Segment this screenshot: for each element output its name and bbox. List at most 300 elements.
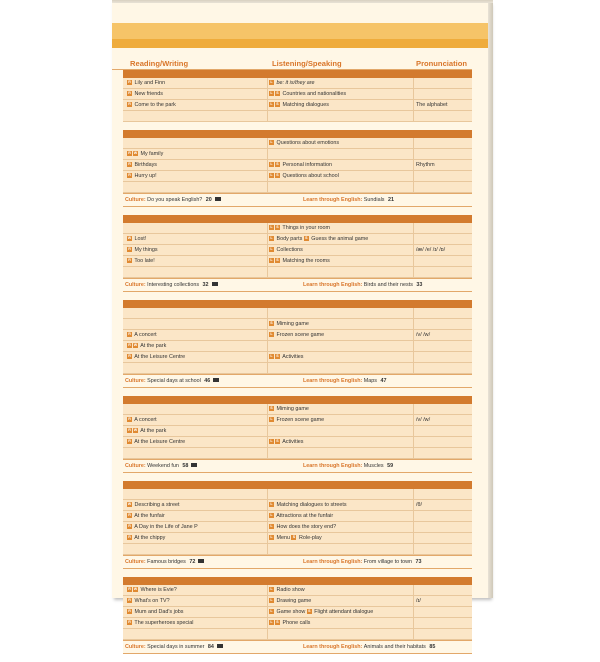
reading-icon: R — [128, 439, 131, 443]
reading-writing-cell — [127, 160, 267, 170]
listening-icon: L — [270, 354, 273, 358]
table-row — [123, 533, 472, 544]
listening-icon: L — [270, 162, 273, 166]
reading-writing-cell — [127, 319, 267, 329]
speaking-icon: S — [308, 609, 311, 613]
learn-title: Sundials — [363, 197, 385, 203]
unit-footer — [123, 640, 472, 654]
listening-icon: L — [270, 439, 273, 443]
pronunciation-cell — [416, 138, 470, 148]
video-icon — [191, 463, 197, 467]
culture-reference — [125, 460, 197, 472]
reading-writing-cell — [127, 607, 267, 617]
unit-rows — [123, 404, 472, 459]
column-divider — [413, 78, 414, 88]
table-row — [123, 489, 472, 500]
learn-title: Muscles — [363, 463, 384, 469]
listening-icon: L — [270, 513, 273, 517]
pronunciation-cell — [416, 489, 470, 499]
pronunciation-cell — [416, 352, 470, 362]
table-row — [123, 437, 472, 448]
column-divider — [413, 596, 414, 606]
learn-reference — [303, 375, 386, 387]
column-divider — [267, 404, 268, 414]
table-row — [123, 78, 472, 89]
table-row — [123, 149, 472, 160]
listening-icon: L — [270, 91, 273, 95]
column-divider — [413, 267, 414, 277]
unit-block — [123, 300, 472, 388]
column-divider — [413, 171, 414, 181]
table-row — [123, 629, 472, 640]
reading-writing-cell — [127, 448, 267, 458]
reading-icon: R — [128, 247, 131, 251]
listening-speaking-cell — [269, 618, 413, 628]
reading-writing-cell — [127, 629, 267, 639]
pronunciation-cell — [416, 319, 470, 329]
column-divider — [413, 607, 414, 617]
activity-text: be: it is/they are — [275, 80, 315, 86]
listening-icon: L — [270, 225, 273, 229]
activity-text: Activities — [281, 439, 304, 445]
speaking-icon: S — [276, 173, 279, 177]
reading-icon: R — [128, 102, 131, 106]
learn-label: Learn through English: — [303, 282, 364, 288]
column-divider — [267, 182, 268, 192]
activity-text: Too late! — [133, 258, 155, 264]
activity-text: My family — [139, 151, 164, 157]
pronunciation-cell — [416, 267, 470, 277]
learn-label: Learn through English: — [303, 463, 364, 469]
learn-page: 33 — [414, 282, 423, 288]
listening-speaking-cell — [269, 511, 413, 521]
pronunciation-cell: /v/ /w/ — [416, 417, 431, 423]
learn-reference — [303, 279, 422, 291]
column-divider — [413, 341, 414, 351]
video-icon — [198, 559, 204, 563]
reading-icon: R — [128, 609, 131, 613]
learn-reference — [303, 194, 394, 206]
table-row — [123, 544, 472, 555]
learn-title: From village to town — [363, 559, 413, 565]
pronunciation-cell — [416, 448, 470, 458]
unit-block — [123, 481, 472, 569]
unit-gap — [123, 473, 472, 481]
activity-text: At the Leisure Centre — [133, 439, 186, 445]
culture-label: Culture: — [125, 463, 148, 469]
column-divider — [413, 629, 414, 639]
listening-icon: L — [270, 140, 273, 144]
learn-title: Animals and their habitats — [363, 644, 426, 650]
column-divider — [267, 319, 268, 329]
listening-speaking-cell — [269, 596, 413, 606]
pronunciation-cell — [416, 171, 470, 181]
writing-icon: W — [133, 343, 138, 347]
listening-speaking-cell — [269, 308, 413, 318]
unit-rows — [123, 223, 472, 278]
column-divider — [413, 415, 414, 425]
activity-text: Drawing game — [275, 598, 312, 604]
activity-text: Flight attendant dialogue — [312, 609, 374, 615]
learn-title: Birds and their nests — [363, 282, 413, 288]
column-divider — [267, 522, 268, 532]
learn-page: 47 — [378, 378, 387, 384]
activity-text: A Day in the Life of Jane P — [133, 524, 198, 530]
column-divider — [413, 234, 414, 244]
culture-page: 58 — [180, 463, 189, 469]
table-row — [123, 363, 472, 374]
unit-footer — [123, 374, 472, 388]
table-row — [123, 426, 472, 437]
listening-icon: L — [270, 332, 273, 336]
reading-writing-cell — [127, 138, 267, 148]
column-divider — [267, 267, 268, 277]
column-divider — [267, 308, 268, 318]
pronunciation-cell: /θ/ — [416, 502, 422, 508]
pronunciation-cell: The alphabet — [416, 102, 448, 108]
pronunciation-cell: /v/ /w/ — [416, 332, 431, 338]
column-divider — [413, 426, 414, 436]
listening-speaking-cell — [269, 330, 413, 340]
activity-text: Lost! — [133, 236, 147, 242]
activity-text: At the funfair — [133, 513, 165, 519]
culture-label: Culture: — [125, 197, 148, 203]
activity-text: New friends — [133, 91, 163, 97]
learn-reference — [303, 460, 393, 472]
column-divider — [267, 111, 268, 121]
learn-label: Learn through English: — [303, 378, 364, 384]
column-divider — [267, 533, 268, 543]
column-divider — [413, 138, 414, 148]
listening-speaking-cell — [269, 500, 413, 510]
speaking-icon: S — [305, 236, 308, 240]
learn-page: 85 — [427, 644, 436, 650]
book-page — [112, 3, 490, 650]
listening-speaking-cell — [269, 160, 413, 170]
listening-speaking-cell — [269, 89, 413, 99]
reading-writing-cell — [127, 522, 267, 532]
unit-rows — [123, 489, 472, 555]
activity-text: A concert — [133, 332, 157, 338]
reading-icon: R — [128, 91, 131, 95]
column-divider — [267, 341, 268, 351]
pronunciation-cell — [416, 149, 470, 159]
pronunciation-cell — [416, 234, 470, 244]
column-divider — [413, 352, 414, 362]
column-divider — [413, 330, 414, 340]
pronunciation-cell — [416, 111, 470, 121]
reading-writing-cell — [127, 223, 267, 233]
reading-writing-cell — [127, 341, 267, 351]
speaking-icon: S — [276, 225, 279, 229]
column-divider — [413, 544, 414, 554]
column-divider — [413, 111, 414, 121]
column-divider — [267, 629, 268, 639]
culture-reference — [125, 641, 223, 653]
pronunciation-cell — [416, 585, 470, 595]
activity-text: Things in your room — [281, 225, 331, 231]
column-divider — [267, 234, 268, 244]
activity-text: At the chippy — [133, 535, 166, 541]
listening-icon: L — [270, 236, 273, 240]
activity-text: Mum and Dad's jobs — [133, 609, 184, 615]
speaking-icon: S — [276, 354, 279, 358]
activity-text: A concert — [133, 417, 157, 423]
listening-icon: L — [270, 535, 273, 539]
table-row — [123, 341, 472, 352]
reading-writing-cell — [127, 544, 267, 554]
listening-speaking-cell — [269, 437, 413, 447]
column-divider — [413, 149, 414, 159]
table-row — [123, 330, 472, 341]
table-row — [123, 308, 472, 319]
listening-speaking-cell — [269, 149, 413, 159]
column-divider — [267, 437, 268, 447]
column-divider — [267, 544, 268, 554]
column-divider — [413, 489, 414, 499]
reading-writing-cell — [127, 234, 267, 244]
table-row — [123, 182, 472, 193]
unit-rows — [123, 138, 472, 193]
table-row — [123, 319, 472, 330]
writing-icon: W — [127, 502, 132, 506]
speaking-icon: S — [276, 102, 279, 106]
unit-header-bar — [123, 481, 472, 489]
activity-text: Questions about emotions — [275, 140, 340, 146]
activity-text: Lily and Finn — [133, 80, 166, 86]
pronunciation-cell — [416, 341, 470, 351]
speaking-icon: S — [276, 162, 279, 166]
listening-speaking-cell — [269, 341, 413, 351]
reading-writing-cell — [127, 415, 267, 425]
header-band-dark — [112, 39, 490, 48]
culture-reference — [125, 279, 218, 291]
learn-reference — [303, 556, 422, 568]
culture-page: 72 — [187, 559, 196, 565]
writing-icon: W — [127, 236, 132, 240]
listening-icon: L — [270, 524, 273, 528]
table-row — [123, 89, 472, 100]
column-divider — [267, 171, 268, 181]
culture-label: Culture: — [125, 644, 148, 650]
pronunciation-cell — [416, 437, 470, 447]
listening-speaking-cell — [269, 223, 413, 233]
activity-text: Come to the park — [133, 102, 176, 108]
column-divider — [413, 404, 414, 414]
activity-text: Describing a street — [133, 502, 180, 508]
activity-text: Miming game — [275, 321, 309, 327]
column-divider — [267, 256, 268, 266]
pronunciation-cell — [416, 404, 470, 414]
culture-title: Weekend fun — [147, 463, 179, 469]
unit-header-bar — [123, 577, 472, 585]
listening-icon: L — [270, 598, 273, 602]
activity-text: Matching dialogues to streets — [275, 502, 347, 508]
listening-icon: L — [270, 502, 273, 506]
listening-speaking-cell — [269, 544, 413, 554]
listening-speaking-cell — [269, 171, 413, 181]
activity-text: Where is Evie? — [139, 587, 177, 593]
listening-speaking-cell — [269, 267, 413, 277]
listening-icon: L — [270, 417, 273, 421]
column-divider — [267, 223, 268, 233]
pronunciation-cell — [416, 618, 470, 628]
listening-speaking-cell — [269, 415, 413, 425]
activity-text: Game show — [275, 609, 306, 615]
culture-reference — [125, 556, 204, 568]
culture-title: Special days at school — [147, 378, 201, 384]
table-row — [123, 404, 472, 415]
learn-page: 73 — [414, 559, 422, 565]
table-row — [123, 245, 472, 256]
video-icon — [215, 197, 221, 201]
page-right-edge — [488, 3, 493, 598]
listening-speaking-cell — [269, 100, 413, 110]
reading-writing-cell — [127, 363, 267, 373]
reading-writing-cell — [127, 489, 267, 499]
column-divider — [267, 500, 268, 510]
table-row — [123, 607, 472, 618]
column-divider — [267, 100, 268, 110]
activity-text: Hurry up! — [133, 173, 157, 179]
pronunciation-cell — [416, 308, 470, 318]
video-icon — [217, 644, 223, 648]
listening-speaking-cell — [269, 522, 413, 532]
pronunciation-cell — [416, 363, 470, 373]
speaking-icon: S — [276, 258, 279, 262]
speaking-icon: S — [292, 535, 296, 539]
table-row — [123, 111, 472, 122]
table-row — [123, 256, 472, 267]
reading-icon: R — [128, 162, 131, 166]
reading-icon: R — [128, 535, 131, 539]
culture-page: 20 — [204, 197, 212, 203]
listening-speaking-cell — [269, 489, 413, 499]
table-row — [123, 160, 472, 171]
reading-icon: R — [128, 258, 131, 262]
listening-icon: L — [270, 80, 273, 84]
unit-header-bar — [123, 300, 472, 308]
unit-gap — [123, 388, 472, 396]
listening-icon: L — [270, 102, 273, 106]
culture-label: Culture: — [125, 559, 148, 565]
activity-text: At the park — [139, 343, 167, 349]
column-divider — [267, 596, 268, 606]
unit-block — [123, 70, 472, 122]
writing-icon: W — [133, 151, 138, 155]
activity-text: What's on TV? — [133, 598, 170, 604]
table-row — [123, 585, 472, 596]
unit-header-bar — [123, 215, 472, 223]
activity-text: At the Leisure Centre — [133, 354, 186, 360]
activity-text: Countries and nationalities — [281, 91, 347, 97]
culture-title: Interesting collections — [147, 282, 200, 288]
column-divider — [413, 160, 414, 170]
column-divider — [267, 330, 268, 340]
reading-writing-cell — [127, 596, 267, 606]
header-band-light — [112, 23, 490, 39]
pronunciation-cell: Rhythm — [416, 162, 435, 168]
listening-speaking-cell — [269, 607, 413, 617]
activity-text: Role-play — [297, 535, 322, 541]
activity-text: The superheroes special — [133, 620, 194, 626]
reading-icon: R — [128, 417, 131, 421]
table-row — [123, 522, 472, 533]
column-divider — [413, 245, 414, 255]
column-divider — [413, 308, 414, 318]
speaking-icon: S — [276, 439, 279, 443]
column-divider — [267, 138, 268, 148]
culture-page: 46 — [202, 378, 211, 384]
reading-writing-cell — [127, 330, 267, 340]
column-divider — [267, 448, 268, 458]
culture-page: 84 — [206, 644, 214, 650]
unit-header-bar — [123, 130, 472, 138]
listening-speaking-cell — [269, 111, 413, 121]
culture-page: 32 — [201, 282, 209, 288]
table-row — [123, 352, 472, 363]
unit-rows — [123, 308, 472, 374]
syllabus-table — [123, 70, 472, 662]
table-row — [123, 223, 472, 234]
speaking-icon: S — [270, 406, 273, 410]
listening-speaking-cell — [269, 533, 413, 543]
table-row — [123, 618, 472, 629]
activity-text: How does the story end? — [275, 524, 337, 530]
learn-label: Learn through English: — [303, 644, 364, 650]
column-divider — [267, 352, 268, 362]
reading-icon: R — [128, 354, 131, 358]
column-divider — [267, 618, 268, 628]
listening-icon: L — [270, 258, 273, 262]
header-pronunciation: Pronunciation — [416, 59, 468, 68]
unit-header-bar — [123, 70, 472, 78]
column-divider — [267, 149, 268, 159]
table-row — [123, 448, 472, 459]
pronunciation-cell — [416, 511, 470, 521]
unit-block — [123, 396, 472, 473]
listening-speaking-cell — [269, 448, 413, 458]
unit-gap — [123, 122, 472, 130]
pronunciation-cell — [416, 89, 470, 99]
video-icon — [212, 282, 218, 286]
unit-footer — [123, 459, 472, 473]
writing-icon: W — [133, 428, 138, 432]
activity-text: Frozen scene game — [275, 332, 325, 338]
reading-writing-cell — [127, 256, 267, 266]
speaking-icon: S — [276, 620, 279, 624]
listening-icon: L — [270, 173, 273, 177]
table-row — [123, 415, 472, 426]
reading-icon: R — [128, 524, 131, 528]
pronunciation-cell — [416, 223, 470, 233]
column-divider — [413, 618, 414, 628]
activity-text: Matching the rooms — [281, 258, 330, 264]
listening-icon: L — [270, 587, 273, 591]
activity-text: My things — [133, 247, 158, 253]
pronunciation-cell — [416, 607, 470, 617]
activity-text: Activities — [281, 354, 304, 360]
table-row — [123, 234, 472, 245]
culture-title: Special days in summer — [147, 644, 205, 650]
speaking-icon: S — [276, 91, 279, 95]
column-divider — [267, 78, 268, 88]
pronunciation-cell — [416, 533, 470, 543]
unit-header-bar — [123, 396, 472, 404]
reading-writing-cell — [127, 149, 267, 159]
listening-icon: L — [270, 609, 273, 613]
reading-writing-cell — [127, 111, 267, 121]
